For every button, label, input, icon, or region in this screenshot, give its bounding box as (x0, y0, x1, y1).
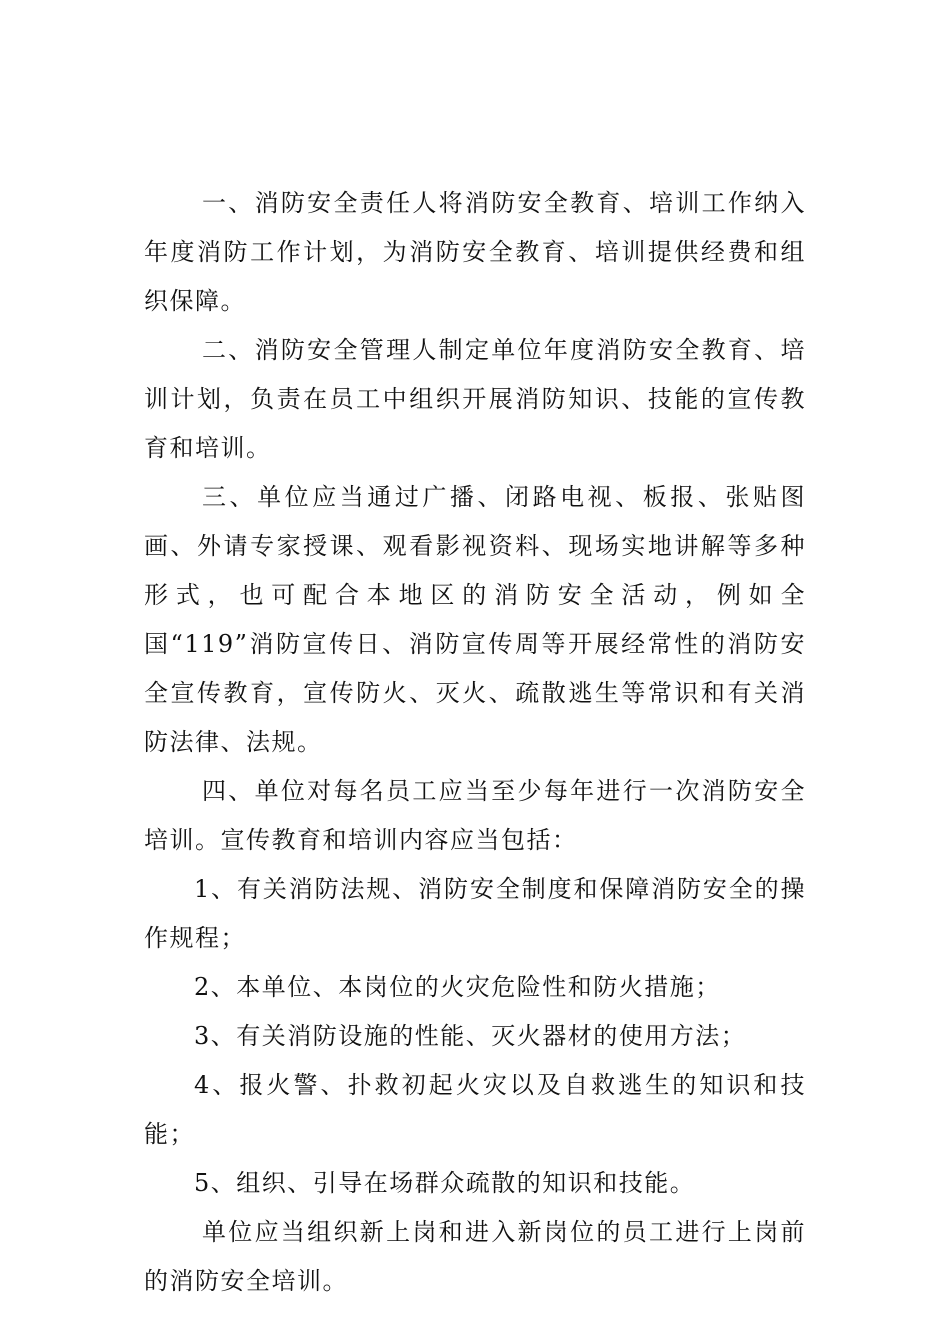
list-item-1: 1、有关消防法规、消防安全制度和保障消防安全的操作规程； (144, 875, 806, 952)
list-item-4: 4、报火警、扑救初起火灾以及自救逃生的知识和技能； (144, 1071, 806, 1148)
list-item-2: 2、本单位、本岗位的火灾危险性和防火措施； (194, 973, 721, 1001)
document-body (144, 179, 806, 1306)
paragraph-2: 二、消防安全管理人制定单位年度消防安全教育、培训计划，负责在员工中组织开展消防知识、技能的宣传教育和培训。 (144, 336, 806, 462)
paragraph-3: 三、单位应当通过广播、闭路电视、板报、张贴图画、外请专家授课、观看影视资料、现场实地讲解等多种形式，也可配合本地区的消防安全活动，例如全国“119”消防宣传日、消防宣传周等开展经常性的消防安全宣传教育，宣传防火、灭火、疏散逃生等常识和有关消防法律、法规。 (144, 483, 806, 756)
closing-paragraph: 单位应当组织新上岗和进入新岗位的员工进行上岗前的消防安全培训。 (144, 1218, 806, 1295)
list-item-3: 3、有关消防设施的性能、灭火器材的使用方法； (194, 1022, 747, 1050)
paragraph-4: 四、单位对每名员工应当至少每年进行一次消防安全培训。宣传教育和培训内容应当包括： (144, 777, 806, 854)
list-item-5: 5、组织、引导在场群众疏散的知识和技能。 (194, 1169, 696, 1197)
paragraph-1: 一、消防安全责任人将消防安全教育、培训工作纳入年度消防工作计划，为消防安全教育、培训提供经费和组织保障。 (144, 189, 806, 315)
